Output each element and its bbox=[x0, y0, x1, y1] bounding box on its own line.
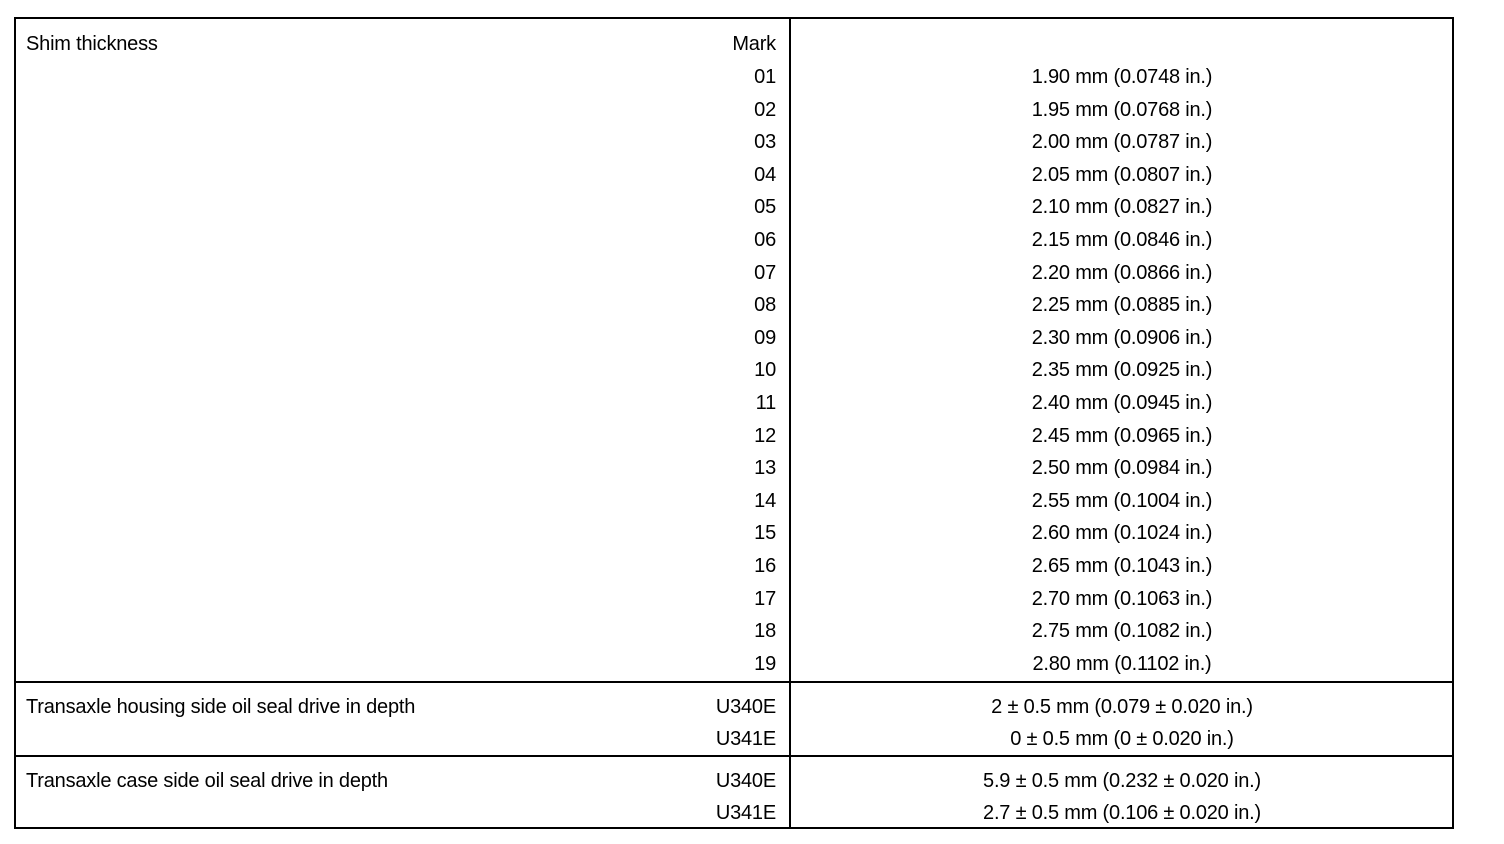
section-divider bbox=[16, 681, 1452, 683]
shim-mark: 05 bbox=[754, 196, 776, 218]
shim-thickness-value: 2.35 mm (0.0925 in.) bbox=[1031, 359, 1213, 381]
shim-thickness-value: 2.60 mm (0.1024 in.) bbox=[1031, 522, 1213, 544]
case-seal-model: U340E bbox=[715, 770, 776, 792]
shim-mark: 04 bbox=[754, 164, 776, 186]
column-divider bbox=[789, 19, 791, 827]
shim-thickness-value: 2.30 mm (0.0906 in.) bbox=[1031, 327, 1213, 349]
shim-thickness-label: Shim thickness bbox=[26, 33, 158, 55]
shim-thickness-value: 2.55 mm (0.1004 in.) bbox=[1031, 490, 1213, 512]
shim-thickness-value: 2.10 mm (0.0827 in.) bbox=[1031, 196, 1213, 218]
housing-seal-depth: 2 ± 0.5 mm (0.079 ± 0.020 in.) bbox=[991, 696, 1253, 718]
shim-thickness-value: 2.70 mm (0.1063 in.) bbox=[1031, 588, 1213, 610]
shim-mark: 15 bbox=[754, 522, 776, 544]
shim-thickness-value: 2.15 mm (0.0846 in.) bbox=[1031, 229, 1213, 251]
case-seal-depth: 2.7 ± 0.5 mm (0.106 ± 0.020 in.) bbox=[983, 802, 1261, 824]
shim-mark: 17 bbox=[754, 588, 776, 610]
shim-mark: 13 bbox=[754, 457, 776, 479]
shim-mark: 02 bbox=[754, 99, 776, 121]
case-seal-depth: 5.9 ± 0.5 mm (0.232 ± 0.020 in.) bbox=[983, 770, 1261, 792]
shim-mark: 18 bbox=[754, 620, 776, 642]
spec-table bbox=[14, 17, 1454, 829]
section-divider bbox=[16, 755, 1452, 757]
shim-mark: 09 bbox=[754, 327, 776, 349]
shim-mark: 07 bbox=[754, 262, 776, 284]
shim-thickness-value: 2.00 mm (0.0787 in.) bbox=[1031, 131, 1213, 153]
shim-mark: 12 bbox=[754, 425, 776, 447]
shim-mark: 03 bbox=[754, 131, 776, 153]
shim-mark: 19 bbox=[754, 653, 776, 675]
shim-thickness-value: 2.40 mm (0.0945 in.) bbox=[1031, 392, 1213, 414]
shim-thickness-value: 1.90 mm (0.0748 in.) bbox=[1031, 66, 1213, 88]
housing-seal-model: U340E bbox=[715, 696, 776, 718]
shim-mark: 11 bbox=[755, 392, 776, 414]
shim-thickness-value: 2.25 mm (0.0885 in.) bbox=[1031, 294, 1213, 316]
shim-thickness-value: 2.45 mm (0.0965 in.) bbox=[1031, 425, 1213, 447]
housing-seal-depth: 0 ± 0.5 mm (0 ± 0.020 in.) bbox=[1010, 728, 1234, 750]
shim-thickness-value: 1.95 mm (0.0768 in.) bbox=[1031, 99, 1213, 121]
shim-thickness-value: 2.05 mm (0.0807 in.) bbox=[1031, 164, 1213, 186]
case-seal-model: U341E bbox=[715, 802, 776, 824]
shim-thickness-value: 2.65 mm (0.1043 in.) bbox=[1031, 555, 1213, 577]
shim-mark: 08 bbox=[754, 294, 776, 316]
housing-seal-model: U341E bbox=[715, 728, 776, 750]
shim-mark: 06 bbox=[754, 229, 776, 251]
shim-mark: 10 bbox=[754, 359, 776, 381]
shim-mark: 16 bbox=[754, 555, 776, 577]
housing-seal-label: Transaxle housing side oil seal drive in depth bbox=[26, 696, 416, 718]
shim-thickness-value: 2.75 mm (0.1082 in.) bbox=[1031, 620, 1213, 642]
shim-thickness-value: 2.20 mm (0.0866 in.) bbox=[1031, 262, 1213, 284]
shim-mark: 01 bbox=[754, 66, 776, 88]
shim-mark: 14 bbox=[754, 490, 776, 512]
case-seal-label: Transaxle case side oil seal drive in depth bbox=[26, 770, 388, 792]
mark-header: Mark bbox=[732, 33, 776, 55]
shim-thickness-value: 2.50 mm (0.0984 in.) bbox=[1031, 457, 1213, 479]
shim-thickness-value: 2.80 mm (0.1102 in.) bbox=[1032, 653, 1212, 675]
